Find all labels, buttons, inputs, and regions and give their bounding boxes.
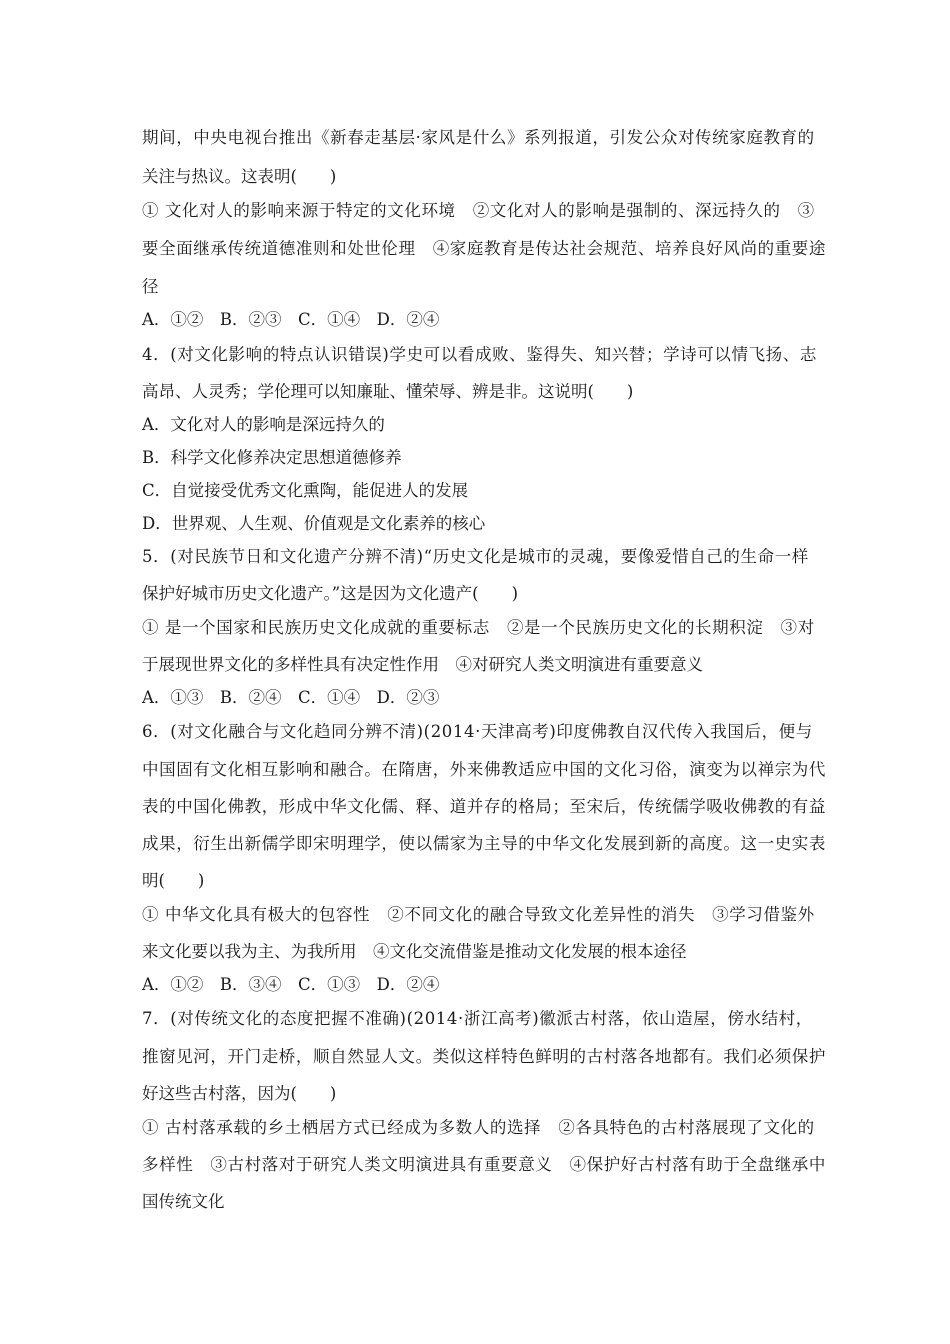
text-line: 来文化要以我为主、为我所用 ④文化交流借鉴是推动文化发展的根本途径 <box>142 942 687 961</box>
text-line: 关注与热议。这表明( ) <box>142 167 337 186</box>
text-line: 表的中国化佛教，形成中华文化儒、释、道并存的格局；至宋后，传统儒学吸收佛教的有益 <box>142 797 826 816</box>
option-a: A．文化对人的影响是深远持久的 <box>142 415 385 434</box>
text-line: 期间，中央电视台推出《新春走基层·家风是什么》系列报道，引发公众对传统家庭教育的 <box>142 128 815 147</box>
question-5: 5．(对民族节日和文化遗产分辨不清)“历史文化是城市的灵魂，要像爱惜自己的生命一样 <box>142 547 809 566</box>
text-line: 明( ) <box>142 871 205 890</box>
text-line: ① 文化对人的影响来源于特定的文化环境 ②文化对人的影响是强制的、深远持久的 ③ <box>142 201 815 220</box>
question-7: 7．(对传统文化的态度把握不准确)(2014·浙江高考)徽派古村落，依山造屋，傍水结村， <box>142 1009 813 1028</box>
text-line: 好这些古村落，因为( ) <box>142 1084 337 1103</box>
option-b: B．科学文化修养决定思想道德修养 <box>142 448 402 467</box>
text-line: 要全面继承传统道德准则和处世伦理 ④家庭教育是传达社会规范、培养良好风尚的重要途 <box>142 239 826 258</box>
text-line: 成果，衍生出新儒学即宋明理学，使以儒家为主导的中华文化发展到新的高度。这一史实表 <box>142 834 826 853</box>
answer-options: A．①③ B．②④ C．①④ D．②③ <box>142 688 440 707</box>
answer-options: A．①② B．②③ C．①④ D．②④ <box>142 310 440 329</box>
text-line: 于展现世界文化的多样性具有决定性作用 ④对研究人类文明演进有重要意义 <box>142 655 703 674</box>
question-6: 6．(对文化融合与文化趋同分辨不清)(2014·天津高考)印度佛教自汉代传入我国后，便与 <box>142 722 813 741</box>
question-4: 4．(对文化影响的特点认识错误)学史可以看成败、鉴得失、知兴替；学诗可以情飞扬、志 <box>142 345 817 364</box>
text-line: 保护好城市历史文化遗产。”这是因为文化遗产( ) <box>142 584 519 603</box>
text-line: ① 是一个国家和民族历史文化成就的重要标志 ②是一个民族历史文化的长期积淀 ③对 <box>142 618 815 637</box>
answer-options: A．①② B．③④ C．①③ D．②④ <box>142 975 440 994</box>
option-c: C．自觉接受优秀文化熏陶，能促进人的发展 <box>142 481 469 500</box>
text-line: ① 古村落承载的乡土栖居方式已经成为多数人的选择 ②各具特色的古村落展现了文化的 <box>142 1118 815 1137</box>
text-line: 径 <box>142 277 159 296</box>
option-d: D．世界观、人生观、价值观是文化素养的核心 <box>142 514 486 533</box>
text-line: 国传统文化 <box>142 1192 225 1211</box>
text-line: 中国固有文化相互影响和融合。在隋唐，外来佛教适应中国的文化习俗，演变为以禅宗为代 <box>142 760 826 779</box>
text-line: ① 中华文化具有极大的包容性 ②不同文化的融合导致文化差异性的消失 ③学习借鉴外 <box>142 905 815 924</box>
text-line: 推窗见河，开门走桥，顺自然显人文。类似这样特色鲜明的古村落各地都有。我们必须保护 <box>142 1047 826 1066</box>
text-line: 高昂、人灵秀；学伦理可以知廉耻、懂荣辱、辨是非。这说明( ) <box>142 382 634 401</box>
text-line: 多样性 ③古村落对于研究人类文明演进具有重要意义 ④保护好古村落有助于全盘继承中 <box>142 1155 826 1174</box>
